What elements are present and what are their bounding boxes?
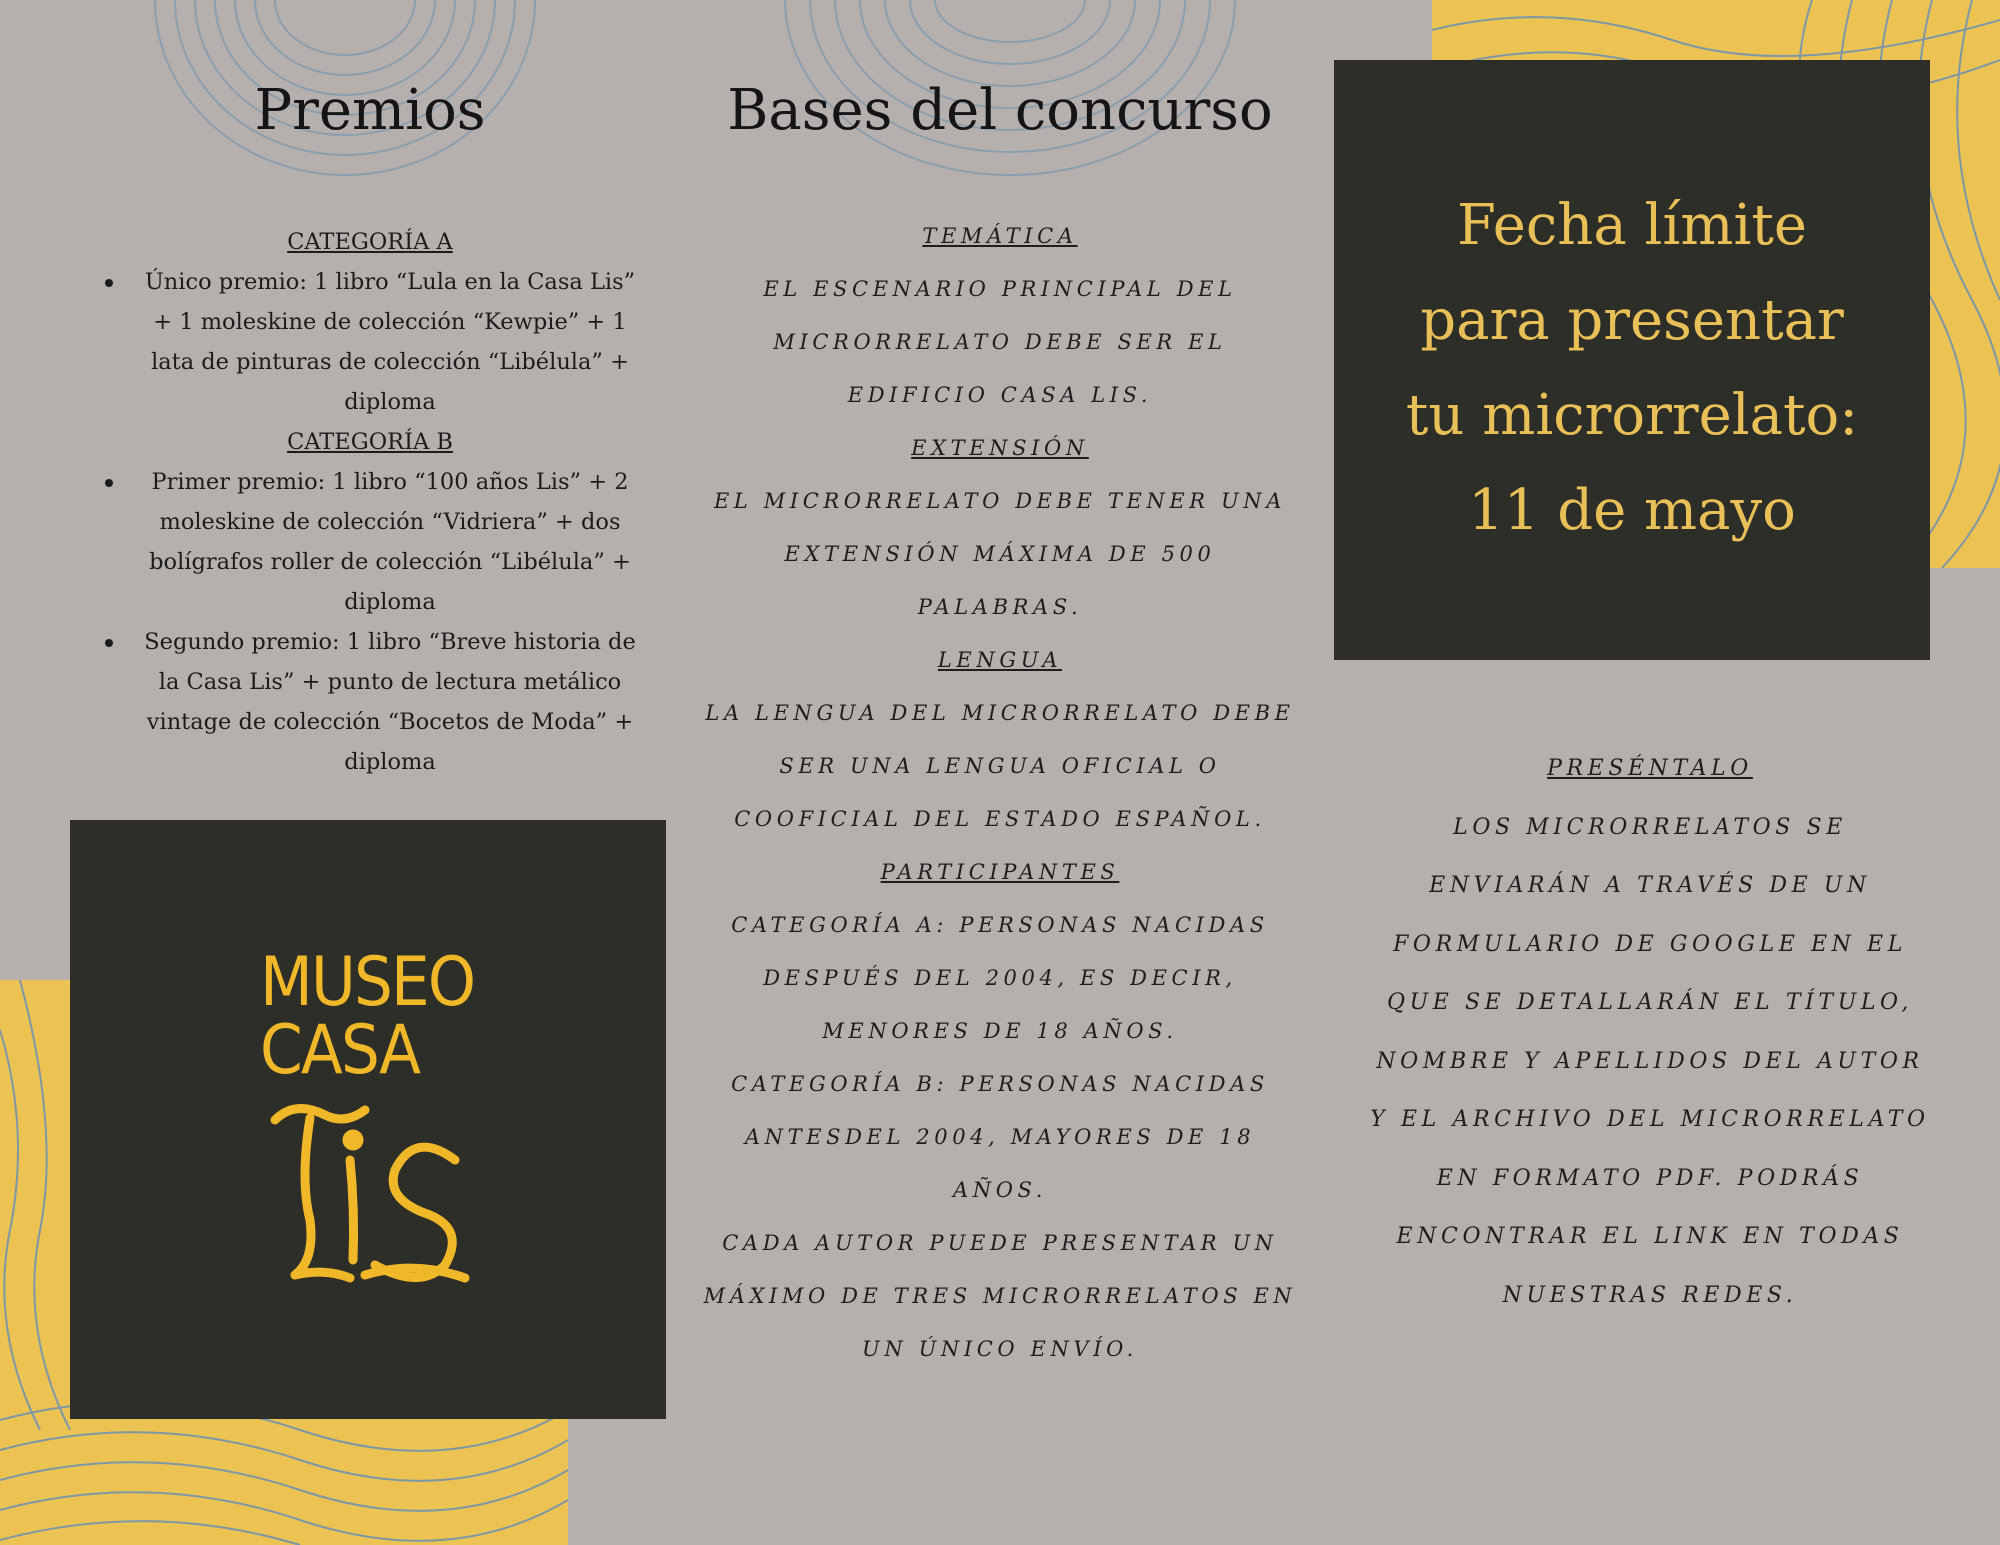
category-a-prize-list bbox=[95, 262, 645, 422]
extension-heading: EXTENSIÓN bbox=[911, 436, 1089, 460]
category-b-prize-list bbox=[95, 462, 645, 782]
bases-section bbox=[700, 210, 1300, 1376]
lis-ornamental-logo-icon bbox=[255, 1100, 475, 1285]
premios-title: Premios bbox=[254, 78, 486, 143]
deadline-line: para presentar bbox=[1420, 288, 1844, 353]
logo-museo-text: MUSEO bbox=[260, 943, 475, 1022]
premios-section bbox=[95, 222, 645, 782]
deadline-date: 11 de mayo bbox=[1468, 478, 1796, 543]
deadline-line: tu microrrelato: bbox=[1405, 383, 1859, 448]
prize-list-item: Primer premio: 1 libro “100 años Lis” + 2 moleskine de colección “Vidriera” + dos bolígrafos roller de colección “Libélula” + diploma bbox=[135, 462, 645, 622]
prize-list-item: Segundo premio: 1 libro “Breve historia de la Casa Lis” + punto de lectura metálico vintage de colección “Bocetos de Moda” + diploma bbox=[135, 622, 645, 782]
tematica-heading: TEMÁTICA bbox=[922, 224, 1078, 248]
deadline-line: Fecha límite bbox=[1456, 193, 1808, 258]
prize-list-item: Único premio: 1 libro “Lula en la Casa Lis” + 1 moleskine de colección “Kewpie” + 1 lata de pinturas de colección “Libélula” + diploma bbox=[135, 262, 645, 422]
lengua-text: LA LENGUA DEL MICRORRELATO DEBE SER UNA LENGUA OFICIAL O COOFICIAL DEL ESTADO ESPAÑOL. bbox=[705, 701, 1295, 831]
presentalo-text: LOS MICRORRELATOS SE ENVIARÁN A TRAVÉS DE UN FORMULARIO DE GOOGLE EN EL QUE SE DETALLARÁN EL TÍTULO, NOMBRE Y APELLIDOS DEL AUTOR Y EL ARCHIVO DEL MICRORRELATO EN FORMATO PDF. PODRÁS ENCONTRAR EL LINK EN TODAS NUESTRAS REDES. bbox=[1370, 814, 1930, 1308]
participantes-heading: PARTICIPANTES bbox=[880, 860, 1120, 884]
presentalo-section bbox=[1370, 740, 1930, 1325]
extension-text: EL MICRORRELATO DEBE TENER UNA EXTENSIÓN MÁXIMA DE 500 PALABRAS. bbox=[713, 489, 1287, 619]
category-a-heading: CATEGORÍA A bbox=[287, 229, 453, 255]
participantes-category-b-text: CATEGORÍA B: PERSONAS NACIDAS ANTESDEL 2004, MAYORES DE 18 AÑOS. bbox=[731, 1072, 1269, 1202]
deadline-card bbox=[1334, 60, 1930, 660]
presentalo-heading: PRESÉNTALO bbox=[1547, 756, 1753, 781]
logo-casa-text: CASA bbox=[260, 1011, 420, 1090]
bases-title: Bases del concurso bbox=[727, 78, 1273, 143]
deadline-text bbox=[1334, 178, 1930, 558]
tematica-text: EL ESCENARIO PRINCIPAL DEL MICRORRELATO DEBE SER EL EDIFICIO CASA LIS. bbox=[763, 277, 1237, 407]
category-b-heading: CATEGORÍA B bbox=[287, 429, 453, 455]
participantes-limit-text: CADA AUTOR PUEDE PRESENTAR UN MÁXIMO DE TRES MICRORRELATOS EN UN ÚNICO ENVÍO. bbox=[703, 1231, 1297, 1361]
lengua-heading: LENGUA bbox=[937, 648, 1063, 672]
participantes-category-a-text: CATEGORÍA A: PERSONAS NACIDAS DESPUÉS DEL 2004, ES DECIR, MENORES DE 18 AÑOS. bbox=[731, 913, 1269, 1043]
museo-casa-lis-logo-card bbox=[70, 820, 666, 1419]
